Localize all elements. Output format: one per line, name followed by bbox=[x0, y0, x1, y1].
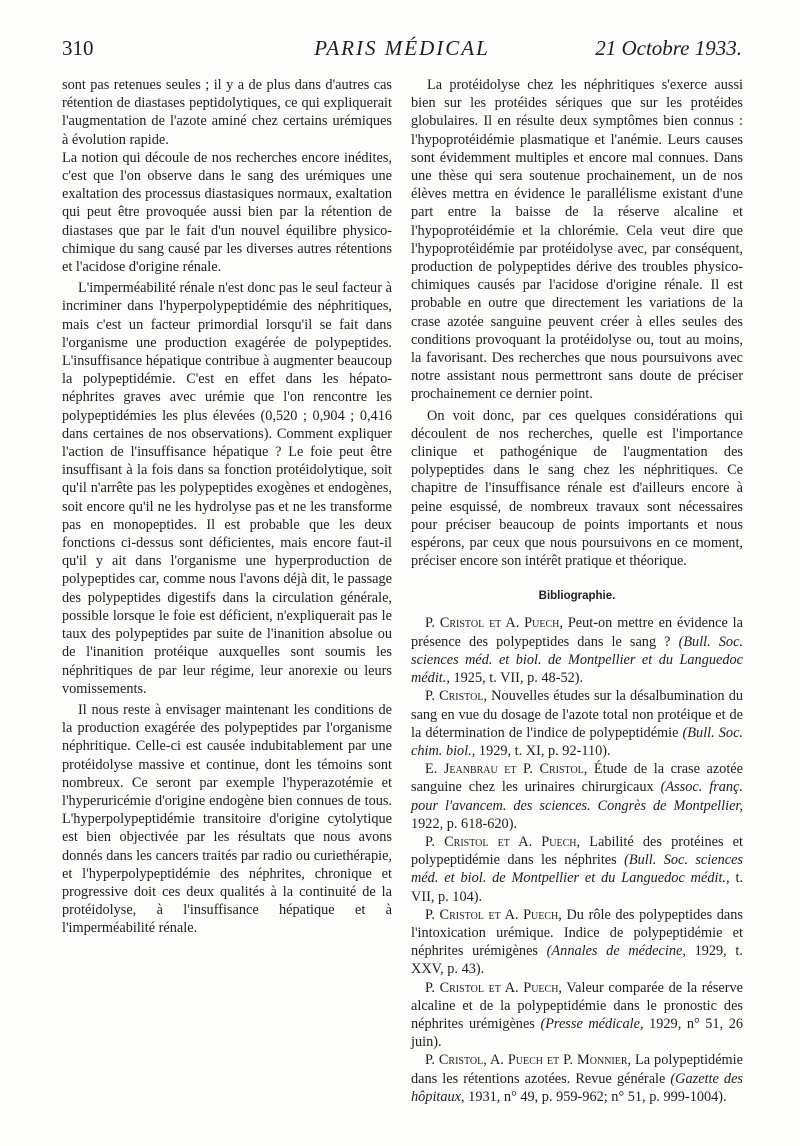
paragraph: On voit donc, par ces quelques considérations qui découlent de nos recherches, quelle est l'importance clinique et pathogénique de l'augmentation des polypeptides dans le sang chez les néphritiques. Ce chapitre de l'insuffisance rénale est d'ailleurs encore à peine esquissé, de nombreux travaux sont nécessaires pour préciser beaucoup de points importants et nous espérons, par ceux que nous poursuivons en ce moment, préciser encore son intérêt pratique et théorique. bbox=[411, 407, 743, 570]
bib-rest: 1929, t. XXV, p. 43). bbox=[411, 943, 743, 978]
bib-authors: P. Cristol et A. Puech, bbox=[425, 979, 562, 996]
bib-text: La polypeptidémie dans les rétentions azotées. Revue générale bbox=[411, 1052, 743, 1087]
bib-source: (Annales de médecine, bbox=[546, 943, 686, 960]
bib-text: Labilité des protéines et polypeptidémie dans les néphrites bbox=[411, 833, 743, 869]
bib-authors: P. Cristol et A. Puech, bbox=[425, 615, 563, 632]
bib-source: (Assoc. franç. pour l'avancem. des sciences. Congrès de Montpellier, bbox=[411, 779, 743, 814]
bib-source: (Presse médicale, bbox=[540, 1015, 644, 1032]
bib-authors: P. Cristol, bbox=[425, 688, 488, 705]
bib-rest: 1931, n° 49, p. 959-962; n° 51, p. 999-1004). bbox=[464, 1088, 727, 1105]
bib-text: Étude de la crase azotée sanguine chez les urinaires chirurgicaux bbox=[411, 761, 743, 796]
bibliography-list bbox=[411, 614, 743, 1105]
page-header bbox=[62, 36, 742, 70]
paragraph: Il nous reste à envisager maintenant les conditions de la production exagérée des polypeptides par l'organisme néphritique. Celle-ci est causée indubitablement par une protéidolyse massive et continue, dont les témoins sont nombreux. Ce seront par exemple l'hyperazotémie et l'hyperuricémie d'origine endogène bien connues de tous. L'hyperpolypeptidémie transitoire d'origine cytolytique est bien objectivée par les résultats que nous avons donnés dans les cancers traités par radio ou curiethérapie, et l'hyperpolypeptidémie des néphrites, chronique et progressive doit ces deux qualités à la continuité de la protéidolyse, à l'insuffisance hépatique et à l'imperméabilité rénale. bbox=[62, 701, 392, 937]
bib-rest: 1925, t. VII, p. 48-52). bbox=[449, 670, 584, 687]
bib-source: (Bull. Soc. sciences méd. et biol. de Montpellier et du Languedoc médit., bbox=[411, 852, 743, 887]
bib-authors: P. Cristol et A. Puech, bbox=[425, 833, 581, 850]
bib-rest: t. VII, p. 104). bbox=[411, 870, 743, 905]
bib-rest: 1929, n° 51, 26 juin). bbox=[411, 1015, 743, 1051]
paragraph: La notion qui découle de nos recherches encore inédites, c'est que l'on observe dans le sang des urémiques une exaltation des processus diastasiques normaux, exaltation qui peut être provoquée aussi bien par la rétention de diastases que par le fait d'un nouvel équilibre physico-chimique du sang causé par les diverses autres rétentions et l'acidose d'origine rénale. bbox=[62, 149, 392, 276]
bib-authors: P. Cristol et A. Puech, bbox=[425, 906, 562, 923]
paragraph: L'imperméabilité rénale n'est donc pas le seul facteur à incriminer dans l'hyperpolypeptidémie des néphritiques, mais c'est un facteur primordial lorsqu'il se fait dans l'organisme une production exagérée de polypeptides. L'insuffisance hépatique contribue à augmenter beaucoup la polypeptidémie. C'est en effet dans les hépato-néphrites graves avec urémie que l'on rencontre les polypeptidémies les plus élevées (0,520 ; 0,904 ; 0,416 dans certaines de nos observations). Comment expliquer l'action de l'insuffisance hépatique ? Le foie peut être insuffisant à la fois dans sa fonction protéidolytique, soit qu'il n'arrête pas les polypeptides exogènes et endogènes, soit encore qu'il ne les hydrolyse pas et ne les transforme pas en monopeptides. Il est probable que les deux fonctions ci-dessus sont déficientes, mais encore faut-il qu'il y ait dans l'organisme une hyperproduction de polypeptides car, comme nous l'avons déjà dit, le passage des polypeptides digestifs dans la circulation générale, possible lorsque le foie est déficient, n'expliquerait pas le taux des polypeptides par suite de l'inanition absolue ou de l'inanition protéique auxquelles sont soumis les néphritiques de par leur régime, leur anorexie ou leurs vomissements. bbox=[62, 280, 392, 697]
bib-text: Nouvelles études sur la désalbumination du sang en vue du dosage de l'azote total non protéique et de la détermination de l'indice de polypeptidémie bbox=[411, 688, 744, 741]
bibliography-entry bbox=[411, 906, 743, 979]
bib-text: Valeur comparée de la réserve alcaline et de la polypeptidémie dans le pronostic des néphrites urémigènes bbox=[411, 979, 743, 1032]
left-column bbox=[62, 76, 392, 938]
bib-rest: 1929, t. XI, p. 92-110). bbox=[475, 742, 611, 759]
bib-rest: 1922, p. 618-620). bbox=[411, 815, 518, 832]
bibliography-heading: Bibliographie. bbox=[538, 590, 616, 603]
bibliography-entry bbox=[411, 687, 743, 760]
bib-source: (Bull. Soc. sciences méd. et biol. de Montpellier et du Languedoc médit., bbox=[411, 633, 743, 687]
page-number: 310 bbox=[62, 36, 94, 60]
issue-date: 21 Octobre 1933. bbox=[595, 36, 742, 60]
paragraph: La protéidolyse chez les néphritiques s'exerce aussi bien sur les protéides sériques que sur les protéides globulaires. Il en résulte deux symptômes bien connus : l'hypoprotéidémie plasmatique et l'anémie. Leurs causes sont évidemment multiples et encore mal connues. Dans une thèse qui sera soutenue prochainement, un de nos élèves mettra en évidence le parallélisme existant d'une part entre la baisse de la réserve alcaline et l'hypoprotéidémie et la chlorémie. Cela veut dire que l'hypoprotéidémie par protéidolyse avec, par conséquent, production de polypeptides dérive des troubles physico-chimiques causés par l'acidose d'origine rénale. Il est probable en outre que directement les variations de la crase azotée sanguine peuvent créer à elles seules des conditions provoquant la protéidolyse ou, tout au moins, la favorisant. Des recherches que nous poursuivons avec notre assistant nous permettront sans doute de préciser prochainement ce dernier point. bbox=[411, 77, 743, 403]
bib-text: Du rôle des polypeptides dans l'intoxication urémique. Indice de polypeptidémie et néphrites urémigènes bbox=[411, 906, 743, 960]
bibliography-entry bbox=[411, 833, 743, 906]
journal-title: PARIS MÉDICAL bbox=[314, 36, 490, 60]
bib-authors: E. Jeanbrau et P. Cristol, bbox=[425, 761, 588, 778]
bib-authors: P. Cristol, A. Puech et P. Monnier, bbox=[425, 1052, 632, 1069]
bibliography-entry bbox=[411, 760, 743, 833]
bibliography-entry bbox=[411, 614, 743, 687]
bib-source: (Gazette des hôpitaux, bbox=[411, 1070, 743, 1105]
bib-text: Peut-on mettre en évidence la présence des polypeptides dans le sang ? bbox=[411, 615, 743, 650]
right-column bbox=[411, 76, 743, 1106]
bibliography-entry bbox=[411, 979, 743, 1052]
bibliography-entry bbox=[411, 1051, 743, 1106]
bib-source: (Bull. Soc. chim. biol., bbox=[411, 724, 743, 759]
paragraph: sont pas retenues seules ; il y a de plus dans d'autres cas rétention de diastases peptidolytiques, ce qui expliquerait l'augmentation de l'azote aminé chez certains urémiques à évolution rapide. bbox=[62, 77, 392, 148]
